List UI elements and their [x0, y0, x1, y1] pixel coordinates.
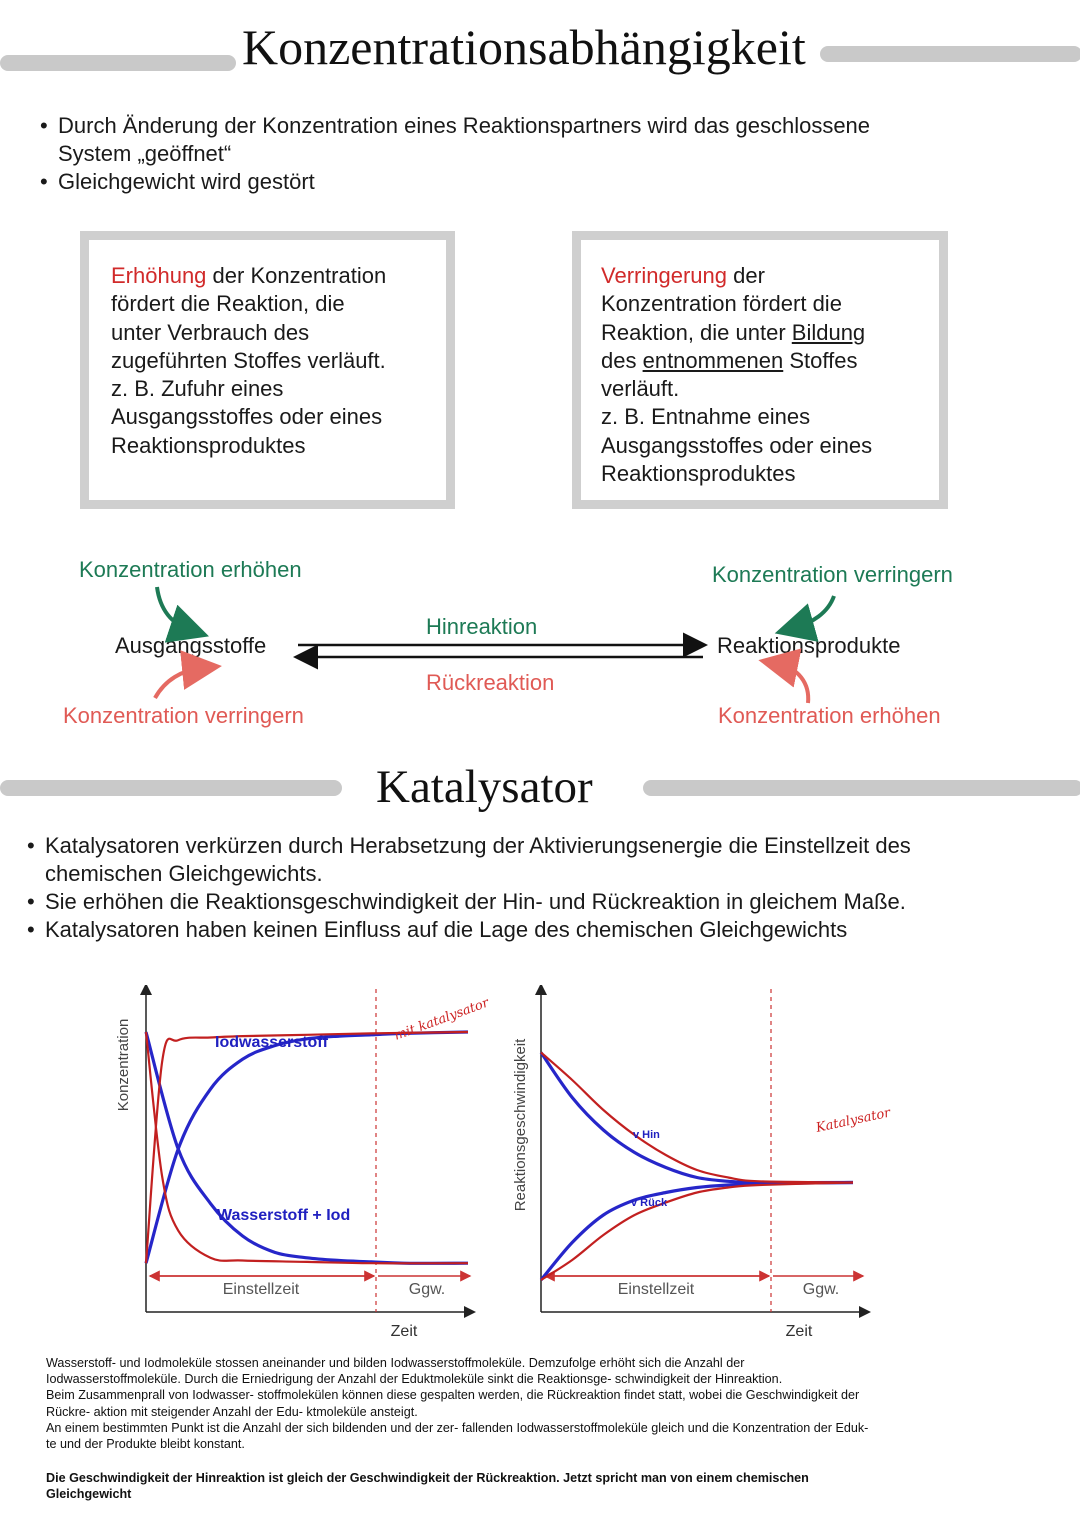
box-line: unter Verbrauch des — [111, 319, 310, 345]
series-line-4 — [541, 1183, 853, 1281]
box-line: Reaktionsproduktes — [111, 432, 306, 458]
underlined-word: entnommenen — [642, 347, 784, 373]
chart-reaktionsgeschwindigkeit — [505, 985, 925, 1340]
left-decrease-label: Konzentration verringern — [63, 703, 304, 728]
bullet-text: chemischen Gleichgewichts. — [45, 861, 323, 886]
backward-reaction-label: Rückreaktion — [426, 670, 555, 695]
right-increase-label: Konzentration erhöhen — [718, 703, 941, 728]
chart-konzentration — [108, 985, 498, 1340]
right-decrease-label: Konzentration verringern — [712, 562, 953, 587]
series-line-2 — [541, 1183, 853, 1281]
right-decrease-curve — [794, 596, 834, 628]
katalysator-bullet-list — [27, 832, 1067, 944]
chart-annotation: Katalysator — [814, 1105, 892, 1136]
conclusion-text — [46, 1470, 1046, 1502]
explanation-line: te und der Produkte bleibt konstant. — [46, 1437, 245, 1452]
series-line-4 — [146, 1032, 468, 1263]
left-increase-label: Konzentration erhöhen — [79, 557, 302, 582]
bullet-text: System „geöffnet“ — [58, 141, 232, 166]
box-line: fördert die Reaktion, die — [111, 291, 345, 317]
y-axis-label: Reaktionsgeschwindigkeit — [512, 1038, 529, 1212]
box-text: der Konzentration — [206, 263, 387, 288]
box-line: zugeführten Stoffes verläuft. — [111, 347, 386, 373]
einstellzeit-label: Einstellzeit — [617, 1281, 695, 1298]
chart-annotation: mit katalysator — [392, 995, 491, 1044]
bullet-item — [27, 888, 1067, 916]
left-increase-curve — [157, 587, 190, 630]
box-verringerung — [572, 231, 948, 509]
x-axis-label: Zeit — [785, 1323, 813, 1340]
left-species-label: Ausgangsstoffe — [115, 633, 267, 658]
chart-annotation: v Hin — [633, 1129, 660, 1141]
box-line: Ausgangsstoffes oder eines — [111, 404, 383, 430]
left-decrease-curve — [155, 668, 202, 698]
section-title-katalysator: Katalysator — [376, 761, 593, 813]
right-increase-curve — [778, 664, 808, 703]
keyword-verringerung: Verringerung — [601, 263, 727, 288]
title-bar-right — [820, 46, 1080, 62]
bullet-item — [40, 112, 1050, 168]
explanation-line: Iodwasserstoffmoleküle. Durch die Erniedrigung der Anzahl der Eduktmoleküle sinkt die Reaktionsge- schwindigkeit der Hinreaktion. — [46, 1372, 783, 1387]
box-text: Stoffes — [783, 347, 858, 373]
x-axis-label: Zeit — [390, 1323, 418, 1340]
section-title-konzentration: Konzentrationsabhängigkeit — [242, 19, 806, 75]
title-bar-right — [643, 780, 1080, 796]
bullet-item — [40, 168, 1050, 196]
equilibrium-arrows — [0, 560, 1080, 710]
box-line: z. B. Entnahme eines — [601, 404, 811, 430]
explanation-line: An einem bestimmten Punkt ist die Anzahl der sich bildenden und der zer- fallenden Iodwasserstoffmoleküle gleich und die Konzentration der Eduk- — [46, 1420, 869, 1435]
underlined-word: Bildung — [791, 319, 866, 345]
explanation-line: Beim Zusammenprall von Iodwasser- stoffmolekülen können diese gespalten werden, die Rückreaktion findet statt, wobei die Geschwindigkeit der — [46, 1388, 860, 1403]
box-line: Konzentration fördert die — [601, 291, 842, 317]
forward-reaction-label: Hinreaktion — [426, 614, 538, 639]
box-line: Reaktionsproduktes — [601, 461, 796, 487]
bullet-text: Katalysatoren verkürzen durch Herabsetzung der Aktivierungsenergie die Einstellzeit des — [45, 833, 911, 858]
series-line-2 — [146, 1032, 468, 1263]
title-bar-left — [0, 55, 236, 71]
series-line-1 — [146, 1032, 468, 1263]
chart-annotation: Iodwasserstoff — [215, 1034, 328, 1051]
y-axis-label: Konzentration — [115, 1018, 132, 1112]
conclusion-line: Gleichgewicht — [46, 1487, 132, 1502]
keyword-erhoehung: Erhöhung — [111, 263, 207, 288]
ggw-label: Ggw. — [802, 1281, 840, 1298]
box-text: Reaktion, die unter — [601, 319, 792, 345]
bullet-text: Durch Änderung der Konzentration eines Reaktionspartners wird das geschlossene — [58, 113, 871, 138]
box-line — [601, 262, 939, 290]
conclusion-line: Die Geschwindigkeit der Hinreaktion ist gleich der Geschwindigkeit der Rückreaktion. Jetzt spricht man von einem chemischen — [46, 1471, 809, 1485]
konzentration-bullet-list — [40, 112, 1050, 196]
box-line: verläuft. — [601, 376, 680, 402]
box-text: des — [601, 347, 643, 373]
series-line-3 — [541, 1053, 853, 1183]
bullet-text: Gleichgewicht wird gestört — [58, 169, 315, 194]
explanation-line: Wasserstoff- und Iodmoleküle stossen aneinander und bilden Iodwasserstoffmoleküle. Demzufolge erhöht sich die Anzahl der — [46, 1356, 745, 1370]
box-text: der — [726, 263, 765, 288]
title-bar-left — [0, 780, 342, 796]
bullet-text: Sie erhöhen die Reaktionsgeschwindigkeit der Hin- und Rückreaktion in gleichem Maße. — [45, 889, 906, 914]
chart-annotation: Wasserstoff + Iod — [217, 1207, 351, 1224]
box-erhoehung — [80, 231, 455, 509]
right-species-label: Reaktionsprodukte — [717, 633, 901, 658]
series-line-3 — [146, 1032, 468, 1263]
series-line-1 — [541, 1053, 853, 1183]
einstellzeit-label: Einstellzeit — [222, 1281, 300, 1298]
box-line — [111, 262, 446, 290]
bullet-item — [27, 832, 1067, 888]
explanation-line: Rückre- aktion mit steigender Anzahl der Edu- ktmoleküle ansteigt. — [46, 1404, 418, 1419]
box-line: Ausgangsstoffes oder eines — [601, 432, 873, 458]
bullet-item — [27, 916, 1067, 944]
box-line: z. B. Zufuhr eines — [111, 376, 284, 402]
box-line — [601, 347, 939, 375]
chart-annotation: v Rück — [631, 1197, 668, 1209]
ggw-label: Ggw. — [408, 1281, 446, 1298]
bullet-text: Katalysatoren haben keinen Einfluss auf die Lage des chemischen Gleichgewichts — [45, 917, 848, 942]
box-line — [601, 319, 939, 347]
explanation-text — [46, 1355, 1046, 1452]
